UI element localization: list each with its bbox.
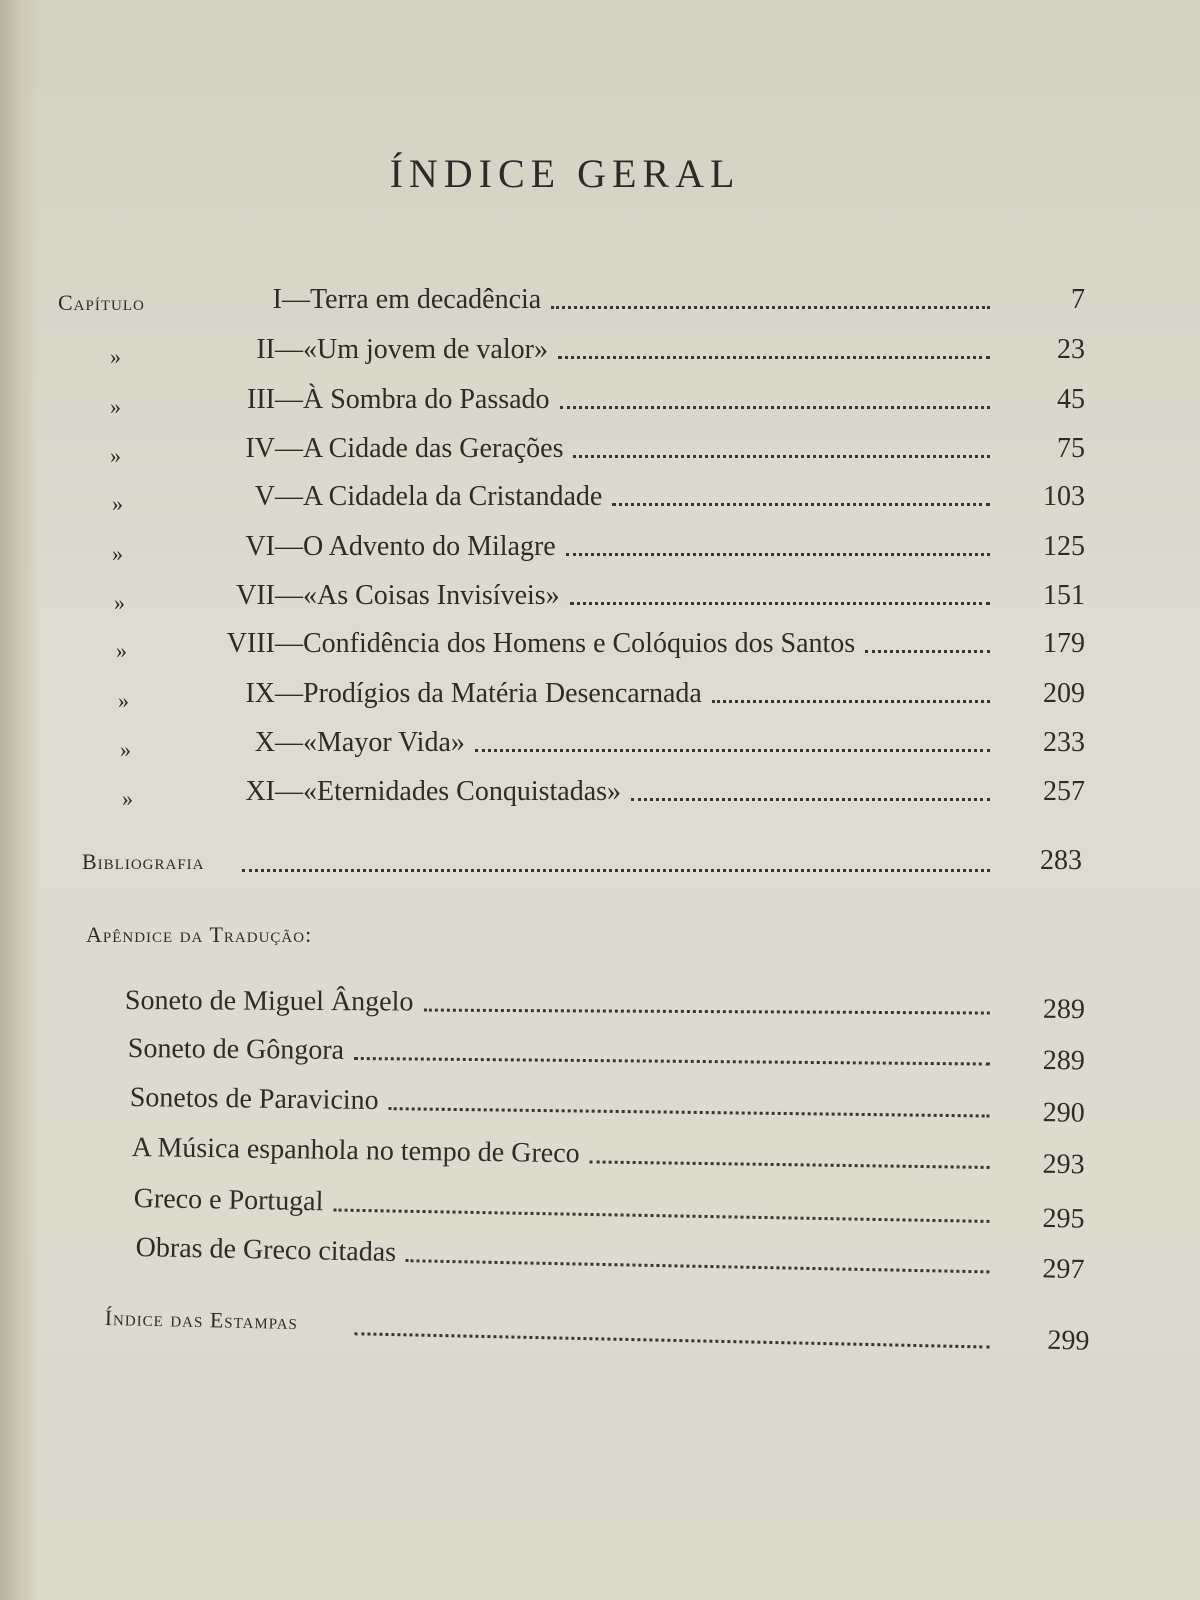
chapter-title: «Mayor Vida» — [303, 727, 465, 758]
ditto-mark: » — [112, 541, 123, 566]
toc-row-chapter — [0, 334, 1085, 374]
chapter-dash: — — [275, 727, 303, 758]
leader-dots — [590, 1156, 990, 1169]
apendice-item-title: Sonetos de Paravicino — [129, 1082, 379, 1117]
chapter-page: 75 — [1057, 433, 1085, 464]
leader-dots — [389, 1103, 990, 1117]
toc-row-apendice — [135, 1232, 1085, 1290]
toc-row-chapter — [0, 433, 1085, 473]
chapter-page: 209 — [1043, 678, 1085, 709]
leader-dots — [405, 1255, 989, 1273]
chapter-number: II — [256, 334, 275, 365]
apendice-item-page: 289 — [1042, 993, 1085, 1026]
chapter-title: «As Coisas Invisíveis» — [303, 580, 560, 611]
toc-row-chapter — [0, 384, 1085, 424]
chapter-title: Prodígios da Matéria Desencarnada — [303, 678, 702, 709]
ditto-mark: » — [116, 638, 127, 663]
toc-row-chapter — [0, 284, 1085, 324]
apendice-item-page: 295 — [1042, 1202, 1085, 1235]
chapter-number: VII — [236, 580, 275, 611]
chapter-dash: — — [275, 481, 303, 512]
chapter-page: 179 — [1043, 628, 1085, 659]
ditto-mark: » — [110, 394, 121, 419]
apendice-item-title: Obras de Greco citadas — [135, 1232, 397, 1268]
chapter-number: IX — [245, 678, 275, 709]
toc-row-chapter — [0, 481, 1085, 521]
leader-dots — [612, 499, 990, 506]
chapter-page: 7 — [1071, 284, 1085, 315]
chapter-number: V — [254, 481, 275, 512]
chapter-dash: — — [275, 334, 303, 365]
chapter-dash: — — [275, 628, 303, 659]
chapter-dash: — — [275, 433, 303, 464]
chapter-number: III — [247, 384, 275, 415]
chapter-title: À Sombra do Passado — [303, 384, 550, 415]
leader-dots — [242, 865, 990, 872]
chapter-label: Capítulo — [58, 290, 145, 315]
chapter-page: 23 — [1057, 334, 1085, 365]
chapter-title: «Eternidades Conquistadas» — [303, 776, 622, 807]
chapter-dash: — — [275, 531, 303, 562]
ditto-mark: » — [110, 443, 121, 468]
apendice-heading: Apêndice da Tradução: — [86, 922, 313, 947]
apendice-item-page: 293 — [1042, 1148, 1085, 1181]
apendice-item-title: A Música espanhola no tempo de Greco — [131, 1132, 580, 1170]
chapter-number: XI — [245, 776, 275, 807]
apendice-heading-row — [86, 922, 686, 962]
leader-dots — [631, 794, 990, 801]
ditto-mark: » — [120, 737, 131, 762]
toc-row-apendice — [125, 985, 1085, 1030]
leader-dots — [570, 598, 990, 605]
chapter-number: VI — [245, 531, 275, 562]
chapter-number: I — [272, 284, 282, 315]
chapter-title: A Cidadela da Cristandade — [303, 481, 603, 512]
toc-row-chapter — [0, 776, 1085, 816]
chapter-number: VIII — [226, 628, 275, 659]
chapter-page: 45 — [1057, 384, 1085, 415]
toc-row-indice-estampas — [104, 1305, 1090, 1366]
leader-dots — [354, 1328, 989, 1348]
leader-dots — [558, 352, 990, 359]
ditto-mark: » — [110, 344, 121, 369]
chapter-dash: — — [282, 284, 310, 315]
leader-dots — [712, 696, 990, 703]
leader-dots — [865, 646, 990, 653]
chapter-dash: — — [275, 580, 303, 611]
apendice-item-title: Soneto de Gôngora — [127, 1033, 345, 1066]
chapter-title: «Um jovem de valor» — [303, 334, 548, 365]
apendice-item-page: 289 — [1042, 1044, 1085, 1077]
ditto-mark: » — [114, 590, 125, 615]
ditto-mark: » — [118, 688, 129, 713]
indice-estampas-page: 299 — [1047, 1324, 1090, 1357]
chapter-dash: — — [275, 384, 303, 415]
ditto-mark: » — [122, 786, 133, 811]
bibliografia-page: 283 — [1040, 845, 1082, 876]
chapter-title: Terra em decadência — [310, 284, 542, 315]
chapter-number: IV — [245, 433, 275, 464]
bibliografia-label: Bibliografia — [82, 849, 205, 874]
chapter-page: 233 — [1043, 727, 1085, 758]
page-title: ÍNDICE GERAL — [389, 151, 741, 196]
leader-dots — [334, 1204, 990, 1222]
chapter-number: X — [254, 727, 275, 758]
toc-row-bibliografia — [82, 845, 1082, 885]
toc-row-chapter — [0, 531, 1085, 571]
chapter-title: Confidência dos Homens e Colóquios dos Santos — [303, 628, 856, 659]
apendice-item-page: 290 — [1042, 1097, 1085, 1129]
toc-row-apendice — [130, 1082, 1085, 1134]
leader-dots — [573, 451, 990, 458]
chapter-title: O Advento do Milagre — [303, 531, 556, 562]
toc-row-chapter — [0, 628, 1085, 668]
toc-row-chapter — [0, 678, 1085, 718]
ditto-mark: » — [112, 491, 123, 516]
apendice-item-title: Soneto de Miguel Ângelo — [124, 985, 414, 1018]
leader-dots — [424, 1005, 990, 1015]
apendice-item-title: Greco e Portugal — [133, 1183, 324, 1218]
toc-row-apendice — [128, 1033, 1085, 1081]
leader-dots — [475, 745, 990, 752]
indice-estampas-label: Índice das Estampas — [104, 1305, 299, 1335]
chapter-dash: — — [275, 776, 303, 807]
chapter-title: A Cidade das Gerações — [303, 433, 564, 464]
leader-dots — [566, 549, 990, 556]
toc-row-apendice — [133, 1183, 1085, 1240]
leader-dots — [560, 402, 990, 409]
chapter-dash: — — [275, 678, 303, 709]
leader-dots — [354, 1053, 990, 1066]
toc-row-chapter — [0, 580, 1085, 620]
apendice-item-page: 297 — [1042, 1253, 1085, 1286]
chapter-page: 103 — [1043, 481, 1085, 512]
chapter-page: 257 — [1043, 776, 1085, 807]
leader-dots — [551, 302, 990, 309]
toc-row-chapter — [0, 727, 1085, 767]
chapter-page: 125 — [1043, 531, 1085, 562]
toc-row-apendice — [131, 1132, 1084, 1185]
chapter-page: 151 — [1043, 580, 1085, 611]
